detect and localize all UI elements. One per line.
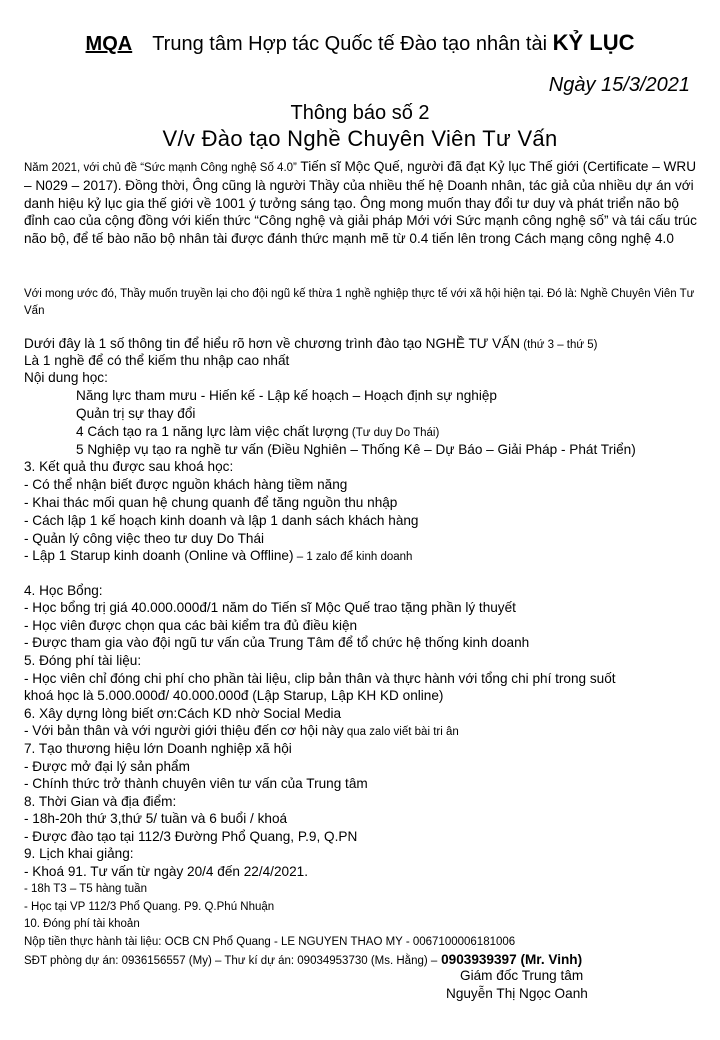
intro-paragraph xyxy=(24,158,700,247)
notice-number: Thông báo số 2 xyxy=(290,102,430,124)
list-item-text: - Với bản thân và với người giới thiệu đến cơ hội này xyxy=(24,723,344,738)
content-item-note: (Tư duy Do Thái) xyxy=(348,427,440,439)
signature-role: Giám đốc Trung tâm xyxy=(460,968,584,983)
bank-account-info: Nộp tiền thực hành tài liệu: OCB CN Phổ Quang - LE NGUYEN THAO MY - 0067100006181006 xyxy=(24,936,516,948)
list-item: - Học viên được chọn qua các bài kiểm tra đủ điều kiện xyxy=(24,618,358,633)
content-item-text: 4 Cách tạo ra 1 năng lực làm việc chất lượng xyxy=(76,424,349,439)
contact-phone-highlight: 0903939397 (Mr. Vinh) xyxy=(437,952,583,967)
list-item-continued: khoá học là 5.000.000đ/ 40.000.000đ (Lập Starup, Lập KH KD online) xyxy=(24,688,444,703)
logo-text: MQA xyxy=(85,33,133,55)
list-item: - Học viên chỉ đóng chi phí cho phần tài liệu, clip bản thân và thực hành với tổng chi phí trong suốt xyxy=(24,671,616,686)
list-item: - Chính thức trở thành chuyên viên tư vấn của Trung tâm xyxy=(24,776,368,791)
list-item: - Được tham gia vào đội ngũ tư vấn của Trung Tâm để tổ chức hệ thống kinh doanh xyxy=(24,635,530,650)
list-item xyxy=(24,547,412,566)
list-item: - Quản lý công việc theo tư duy Do Thái xyxy=(24,531,265,546)
content-item: Năng lực tham mưu - Hiến kế - Lập kế hoạch – Hoạch định sự nghiệp xyxy=(76,388,497,403)
contact-phones-text: SĐT phòng dự án: 0936156557 (My) – Thư kí dự án: 09034953730 (Ms. Hằng) – xyxy=(24,955,438,967)
list-item xyxy=(24,722,459,741)
content-item xyxy=(76,423,439,442)
list-item: - Khoá 91. Tư vấn từ ngày 20/4 đến 22/4/2021. xyxy=(24,864,308,879)
intro-lead: Năm 2021, với chủ đề “Sức mạnh Công nghệ Số 4.0” xyxy=(24,162,297,174)
list-item: - Học tại VP 112/3 Phổ Quang. P9. Q.Phú Nhuận xyxy=(24,901,275,913)
document-date: Ngày 15/3/2021 xyxy=(548,74,690,96)
intro-body: Tiến sĩ Mộc Quế, người đã đạt Kỷ lục Thế giới (Certificate – WRU – N029 – 2017). Đồng thời, Ông cũng là người Thầy của nhiều thế hệ Doanh nhân, tác giả của nhiều dự án với danh hiệu kỷ lục gia thế giới về 1001 ý tưởng sáng tạo. Ông mong muốn thay đổi tư duy và phát triển não bộ đỉnh cao của cộng đồng với kiến thức “Công nghệ và giải pháp Mới với Sức mạnh công nghệ số” và tái cấu trúc não bộ, để tế bào não bộ nhân tài được đánh thức mạnh mẽ từ 0.4 tiến lên trong Cách mạng công nghệ 4.0 xyxy=(24,159,697,246)
content-item: 5 Nghiệp vụ tạo ra nghề tư vấn (Điều Nghiên – Thống Kê – Dự Báo – Giải Pháp - Phát Triển) xyxy=(76,442,636,457)
list-item: - Được đào tạo tại 112/3 Đường Phổ Quang, P.9, Q.PN xyxy=(24,829,358,844)
intro-paragraph-2: Với mong ước đó, Thầy muốn truyền lại cho đội ngũ kế thừa 1 nghề nghiệp thực tế với xã hội hiện tại. Đó là: Nghề Chuyên Viên Tư Vấn xyxy=(24,288,695,317)
section-6-title: 6. Xây dựng lòng biết ơn:Cách KD nhờ Social Media xyxy=(24,706,342,721)
section-8-title: 8. Thời Gian và địa điểm: xyxy=(24,794,177,809)
center-name-highlight: KỶ LỤC xyxy=(552,30,635,55)
content-item: Quản trị sự thay đổi xyxy=(76,406,196,421)
list-item: - Học bổng trị giá 40.000.000đ/1 năm do Tiến sĩ Mộc Quế trao tặng phần lý thuyết xyxy=(24,600,516,615)
list-item: - Có thể nhận biết được nguồn khách hàng tiềm năng xyxy=(24,477,348,492)
section-5-title: 5. Đóng phí tài liệu: xyxy=(24,653,142,668)
center-name: Trung tâm Hợp tác Quốc tế Đào tạo nhân tài xyxy=(152,33,548,55)
list-item: - Được mở đại lý sản phẩm xyxy=(24,759,190,774)
signature-name: Nguyễn Thị Ngọc Oanh xyxy=(446,986,588,1001)
content-heading: Nội dung học: xyxy=(24,370,108,385)
section-9-title: 9. Lịch khai giảng: xyxy=(24,846,134,861)
notice-subject: V/v Đào tạo Nghề Chuyên Viên Tư Vấn xyxy=(162,126,558,151)
section-7-title: 7. Tạo thương hiệu lớn Doanh nghiệp xã hội xyxy=(24,741,292,756)
program-days: (thứ 3 – thứ 5) xyxy=(520,339,598,351)
list-item: - 18h-20h thứ 3,thứ 5/ tuần và 6 buổi / khoá xyxy=(24,811,288,826)
list-item-text: - Lập 1 Starup kinh doanh (Online và Offline) xyxy=(24,548,294,563)
list-item-note: – 1 zalo để kinh doanh xyxy=(293,551,413,563)
document-header xyxy=(0,30,720,56)
program-intro: Dưới đây là 1 số thông tin để hiểu rõ hơn về chương trình đào tạo NGHỀ TƯ VẤN xyxy=(24,336,521,351)
list-item: - Cách lập 1 kế hoạch kinh doanh và lập 1 danh sách khách hàng xyxy=(24,513,419,528)
section-3-title: 3. Kết quả thu được sau khoá học: xyxy=(24,459,234,474)
list-item: - Khai thác mối quan hệ chung quanh để tăng nguồn thu nhập xyxy=(24,495,398,510)
section-10-title: 10. Đóng phí tài khoản xyxy=(24,918,140,930)
section-4-title: 4. Học Bổng: xyxy=(24,583,103,598)
list-item-note: qua zalo viết bài tri ân xyxy=(343,726,459,738)
program-line-2: Là 1 nghề để có thể kiếm thu nhập cao nhất xyxy=(24,353,290,368)
list-item: - 18h T3 – T5 hàng tuần xyxy=(24,883,147,895)
